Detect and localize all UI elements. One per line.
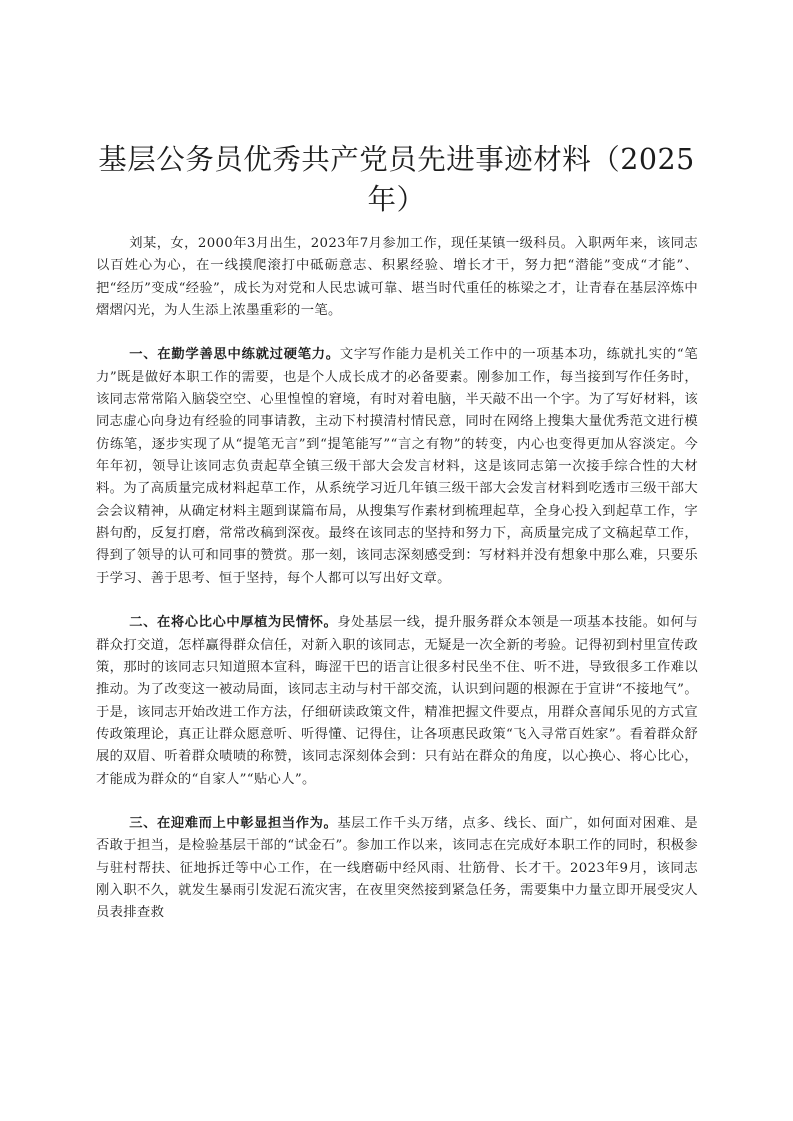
section-paragraph-1: [96, 344, 698, 590]
section-paragraph-2: [96, 612, 698, 791]
section-text-2: 身处基层一线，提升服务群众本领是一项基本技能。如何与群众打交道，怎样赢得群众信任，对新入职的该同志，无疑是一次全新的考验。记得初到村里宣传政策，那时的该同志只知道照本宣科，晦涩干巴的语言让很多村民坐不住、听不进，导致很多工作难以推动。为了改变这一被动局面，该同志主动与村干部交流，认识到问题的根源在于宣讲“不接地气”。于是，该同志开始改进工作方法，仔细研读政策文件，精准把握文件要点，用群众喜闻乐见的方式宣传政策理论，真正让群众愿意听、听得懂、记得住，让各项惠民政策“飞入寻常百姓家”。看着群众舒展的双眉、听着群众啧啧的称赞，该同志深刻体会到：只有站在群众的角度，以心换心、将心比心，才能成为群众的“自家人”“贴心人”。: [96, 615, 699, 787]
section-heading-2: 二、在将心比心中厚植为民情怀。: [129, 615, 338, 631]
section-heading-3: 三、在迎难而上中彰显担当作为。: [129, 815, 338, 831]
section-text-3: 基层工作千头万绪，点多、线长、面广，如何面对困难、是否敢于担当，是检验基层干部的“试金石”。参加工作以来，该同志在完成好本职工作的同时，积极参与驻村帮扶、征地拆迁等中心工作，在一线磨砺中经风雨、壮筋骨、长才干。2023年9月，该同志刚入职不久，就发生暴雨引发泥石流灾害，在夜里突然接到紧急任务，需要集中力量立即开展受灾人员表排查救: [96, 815, 699, 921]
section-paragraph-3: [96, 813, 698, 925]
section-heading-1: 一、在勤学善思中练就过硬笔力。: [129, 347, 340, 363]
document-body: [96, 233, 698, 947]
section-text-1: 文字写作能力是机关工作中的一项基本功，练就扎实的“笔力”既是做好本职工作的需要，也是个人成长成才的必备要素。刚参加工作，每当接到写作任务时，该同志常常陷入脑袋空空、心里惶惶的窘境，有时对着电脑，半天敲不出一个字。为了写好材料，该同志虚心向身边有经验的同事请教，主动下村摸清村情民意，同时在网络上搜集大量优秀范文进行模仿练笔，逐步实现了从“提笔无言”到“提笔能写”“言之有物”的转变，内心也变得更加从容淡定。今年年初，领导让该同志负责起草全镇三级干部大会发言材料，这是该同志第一次接手综合性的大材料。为了高质量完成材料起草工作，从系统学习近几年镇三级干部大会发言材料到吃透市三级干部大会会议精神，从确定材料主题到谋篇布局，从搜集写作素材到梳理起草，全身心投入到起草工作，字斟句酌，反复打磨，常常改稿到深夜。最终在该同志的坚持和努力下，高质量完成了文稿起草工作，得到了领导的认可和同事的赞赏。那一刻，该同志深刻感受到：写材料并没有想象中那么难，只要乐于学习、善于思考、恒于坚持，每个人都可以写出好文章。: [96, 347, 699, 586]
intro-paragraph: 刘某，女，2000年3月出生，2023年7月参加工作，现任某镇一级科员。入职两年来，该同志以百姓心为心，在一线摸爬滚打中砥砺意志、积累经验、增长才干，努力把“潜能”变成“才能”、把“经历”变成“经验”，成长为对党和人民忠诚可靠、堪当时代重任的栋梁之才，让青春在基层淬炼中熠熠闪光，为人生添上浓墨重彩的一笔。: [96, 236, 698, 319]
document-title: 基层公务员优秀共产党员先进事迹材料（2025年）: [98, 143, 695, 216]
